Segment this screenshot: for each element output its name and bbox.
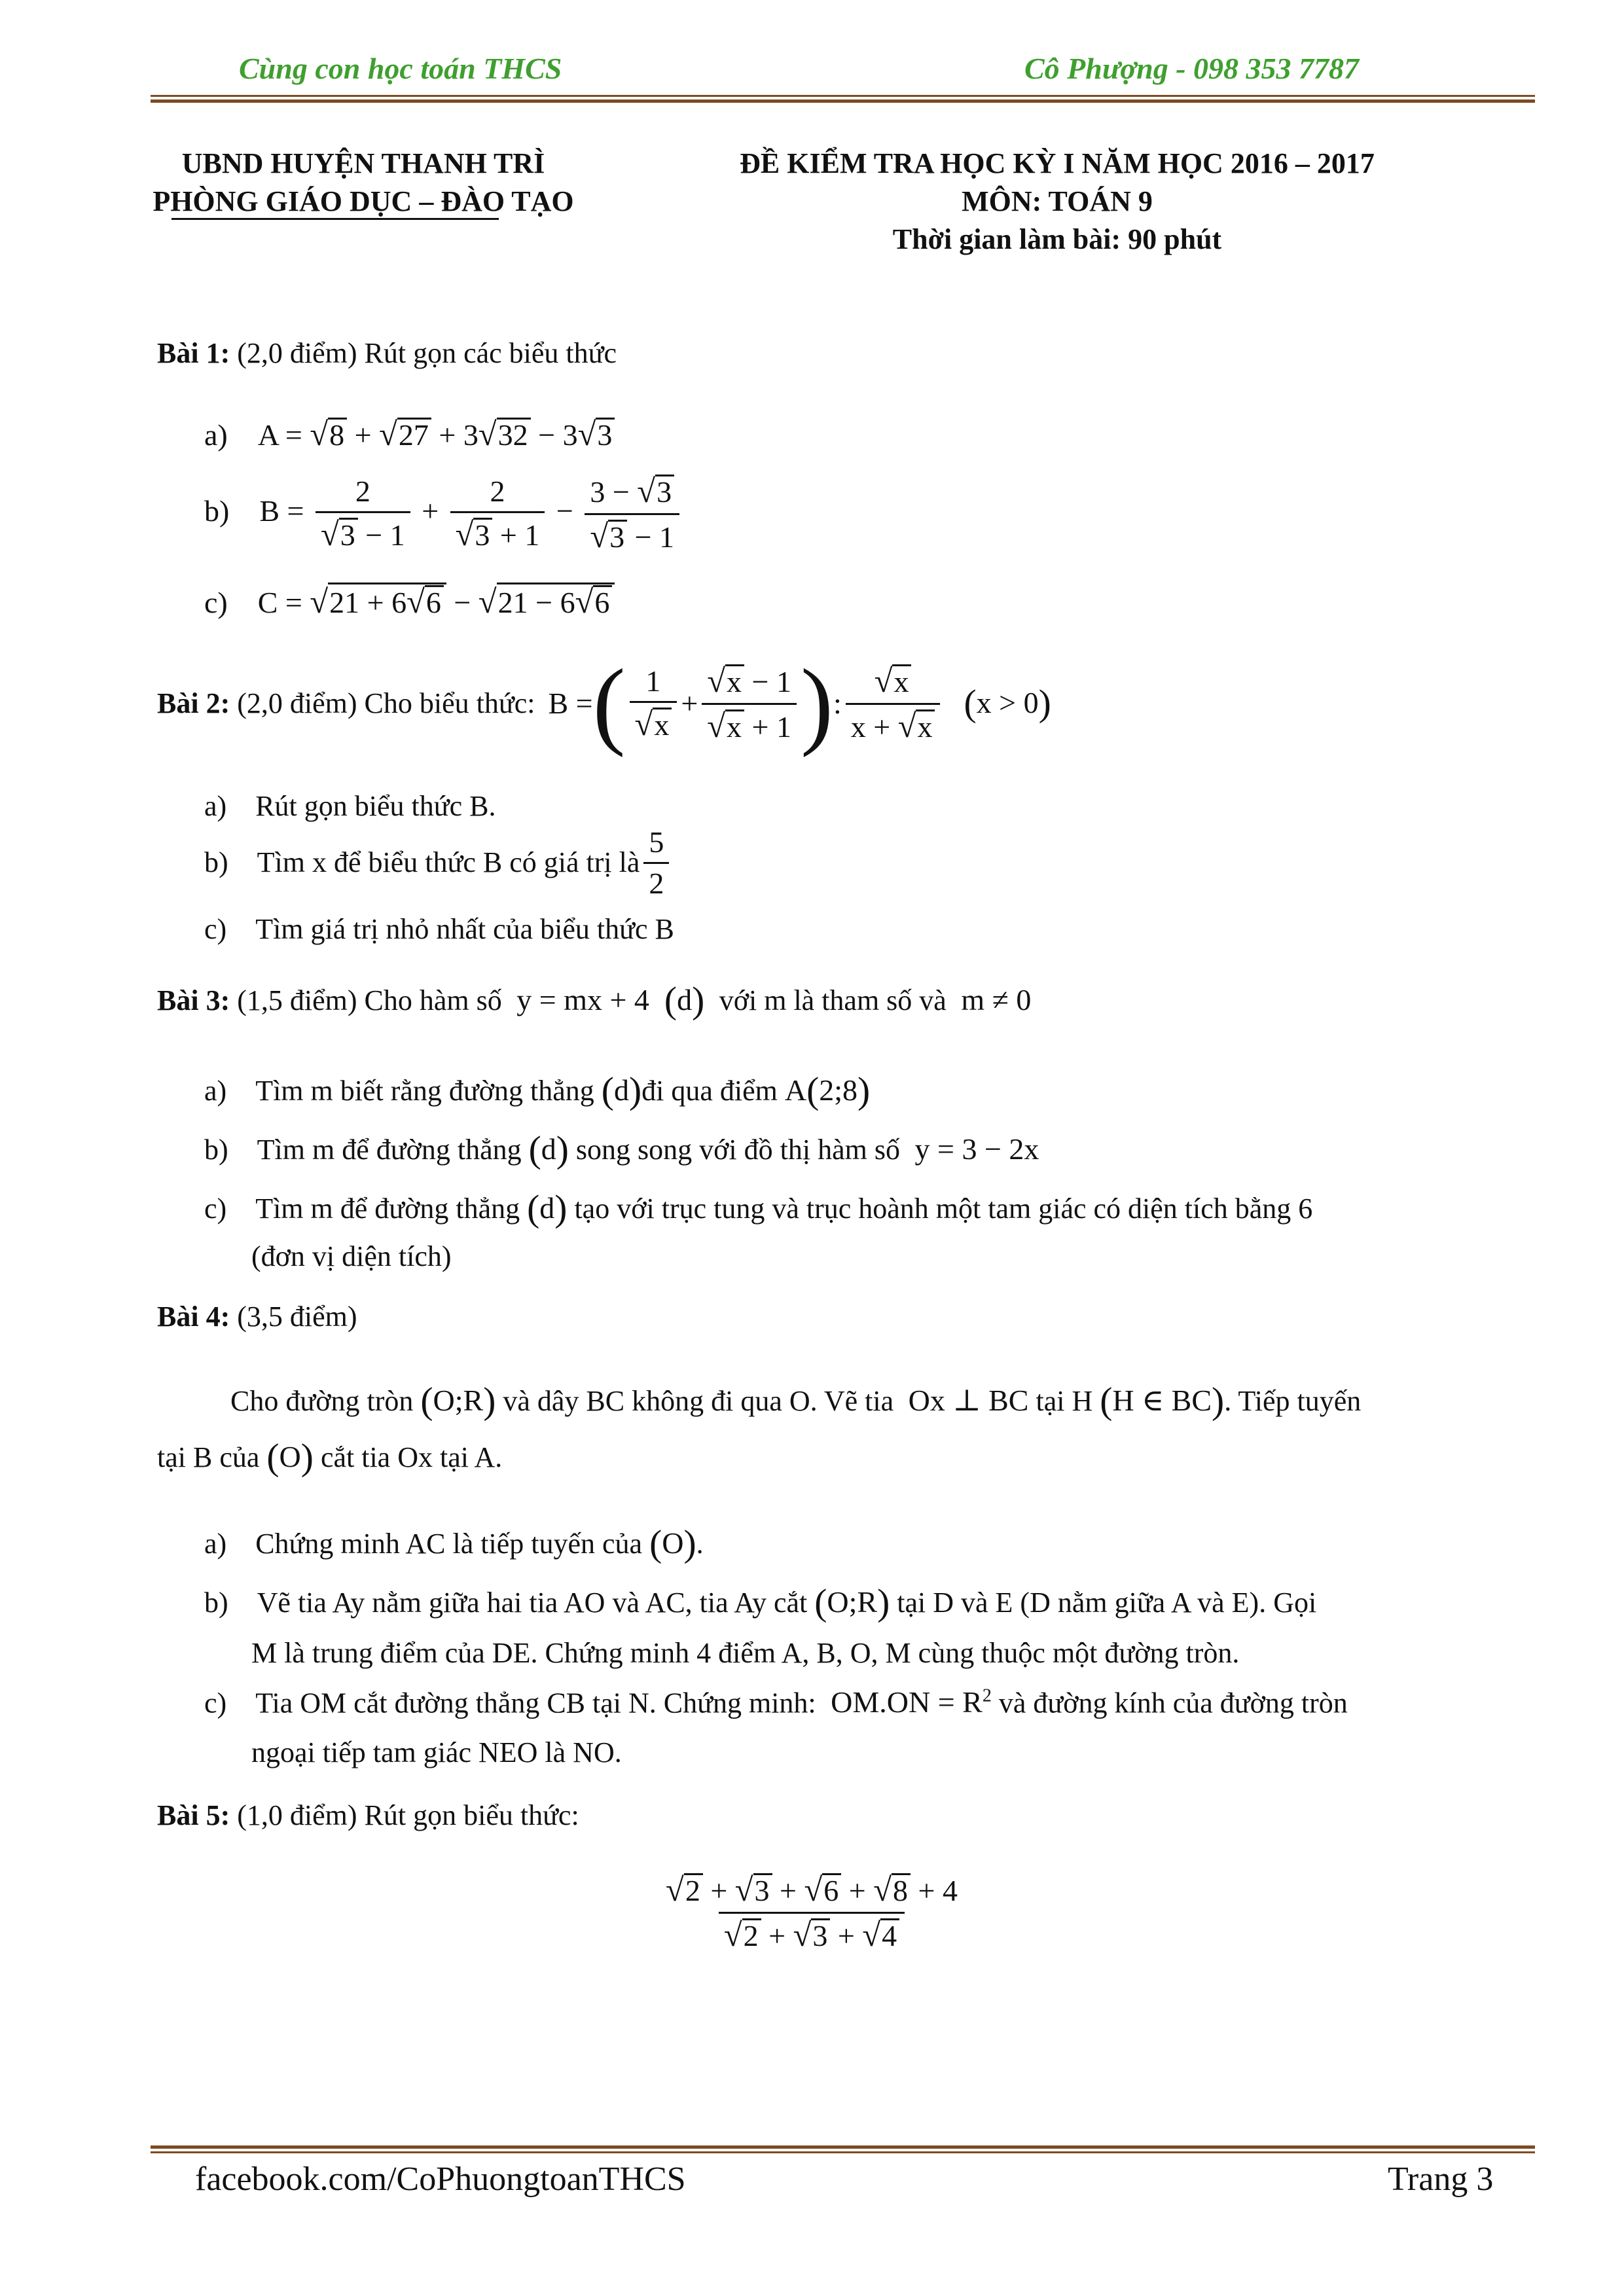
header-right: Cô Phượng - 098 353 7787 — [1024, 52, 1360, 85]
bai2-a: a) Rút gọn biểu thức B. — [204, 790, 496, 822]
header-left: Cùng con học toán THCS — [239, 52, 562, 85]
issuer-line1: UBND HUYỆN THANH TRÌ — [181, 147, 545, 179]
bai3-a: a) Tìm m biết rằng đường thẳng (d)đi qua điểm A(2;8) — [204, 1070, 871, 1111]
bai4-b: b) Vẽ tia Ay nằm giữa hai tia AO và AC, tia Ay cắt (O;R) tại D và E (D nằm giữa A và E). Gọi — [204, 1582, 1317, 1623]
bai4-b-cont: M là trung điểm của DE. Chứng minh 4 điểm A, B, O, M cùng thuộc một đường tròn. — [251, 1637, 1240, 1669]
footer-facebook: facebook.com/CoPhuongtoanTHCS — [195, 2161, 686, 2198]
bai4-c: c) Tia OM cắt đường thẳng CB tại N. Chứng minh: $OM.ON = R^2$ và đường kính của đường tròn — [204, 1685, 1348, 1719]
exam-title: ĐỀ KIỂM TRA HỌC KỲ I NĂM HỌC 2016 – 2017 — [740, 147, 1375, 179]
bai5-expression: $\frac{√2 + √3 + √6 + √8 + 4}{√2 + √3 + √4}$ — [615, 1869, 1008, 1957]
bai1-a: a) A = √8 + √27 + 3√32 − 3√3 — [204, 418, 615, 451]
exam-subject: MÔN: TOÁN 9 — [962, 185, 1153, 217]
bai1-b: b) B = $\frac{2}{√3 - 1}$ + $\frac{2}{√3 + 1}$ − $\frac{3 - √3}{√3 - 1}$ — [204, 470, 683, 558]
bai3-c-cont: (đơn vị diện tích) — [251, 1240, 452, 1272]
bai4-a: a) Chứng minh AC là tiếp tuyến của (O). — [204, 1523, 704, 1564]
bai5-heading: Bài 5: (1,0 điểm) Rút gọn biểu thức: — [157, 1799, 579, 1831]
bai2-c: c) Tìm giá trị nhỏ nhất của biểu thức B — [204, 913, 674, 945]
bai2-b: b) Tìm x để biểu thức B có giá trị là $\frac{5}{2}$ — [204, 830, 673, 895]
footer-page-number: Trang 3 — [1388, 2161, 1494, 2198]
bai4-para-line1: Cho đường tròn (O;R) và dây BC không đi qua O. Vẽ tia Ox ⊥ BC tại H (H ∈ BC). Tiếp tuyến — [230, 1380, 1362, 1422]
bai4-heading: Bài 4: (3,5 điểm) — [157, 1300, 357, 1333]
bai2-heading: Bài 2: (2,0 điểm) Cho biểu thức: B = ( $\frac{1}{√x}$ + $\frac{√x - 1}{√x + 1}$ ) : $\frac{√x}{x + √x}$ (x > 0) — [157, 649, 1051, 758]
footer-rule — [151, 2145, 1535, 2153]
header-rule — [151, 95, 1535, 103]
bai1-c: c) C = √21 + 6√6 − √21 − 6√6 — [204, 583, 615, 619]
bai4-c-cont: ngoại tiếp tam giác NEO là NO. — [251, 1736, 622, 1768]
bai4-para-line2: tại B của (O) cắt tia Ox tại A. — [157, 1437, 503, 1478]
bai3-b: b) Tìm m để đường thẳng (d) song song với đồ thị hàm số y = 3 − 2x — [204, 1129, 1039, 1170]
bai3-heading: Bài 3: (1,5 điểm) Cho hàm số y = mx + 4 (d) với m là tham số và m ≠ 0 — [157, 980, 1032, 1021]
bai1-heading: Bài 1: (2,0 điểm) Rút gọn các biểu thức — [157, 337, 617, 369]
issuer-underline — [171, 218, 499, 220]
exam-duration: Thời gian làm bài: 90 phút — [892, 223, 1222, 255]
bai3-c: c) Tìm m để đường thẳng (d) tạo với trục tung và trục hoành một tam giác có diện tích bằng 6 — [204, 1188, 1313, 1229]
issuer-line2: PHÒNG GIÁO DỤC – ĐÀO TẠO — [153, 185, 574, 217]
